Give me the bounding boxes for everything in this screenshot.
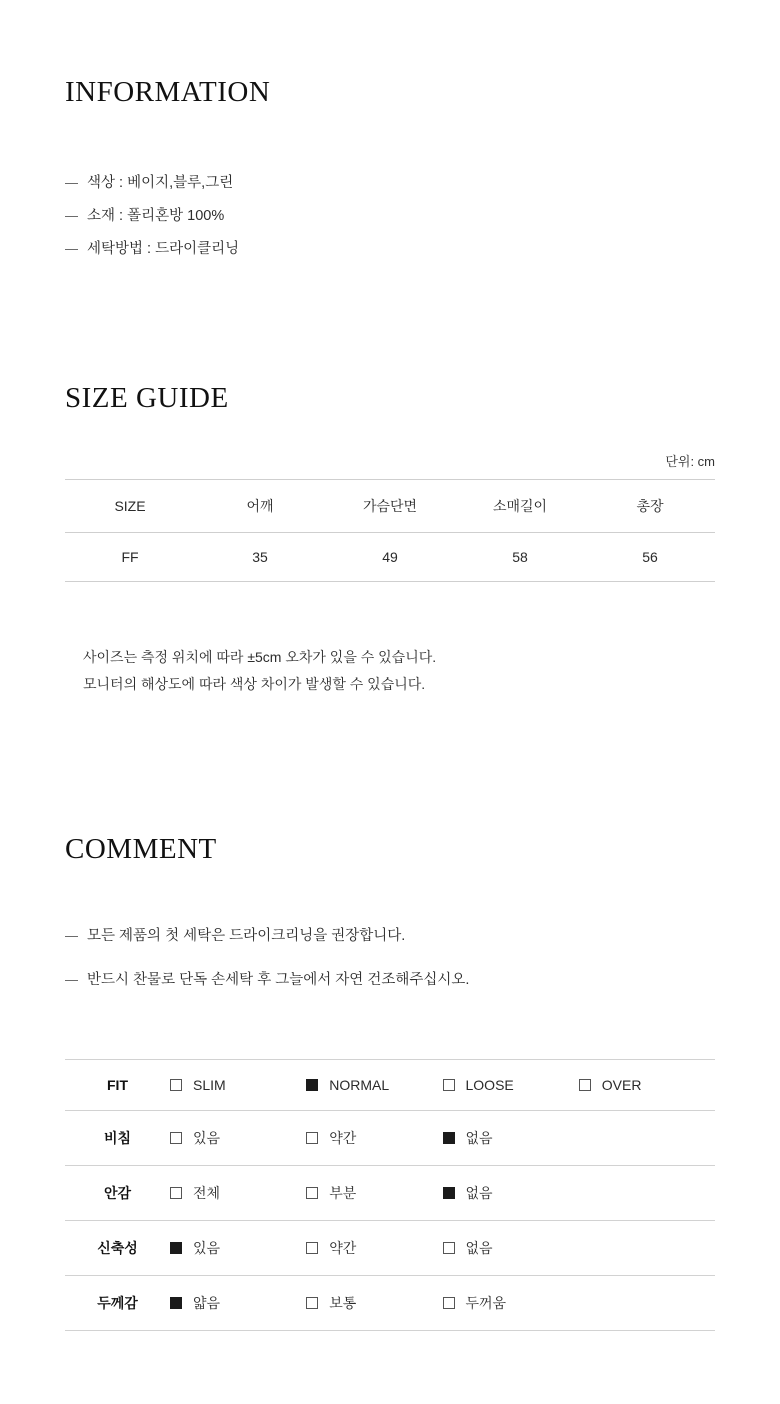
option-label: NORMAL	[329, 1076, 390, 1093]
option-label: 부분	[329, 1184, 357, 1201]
size-note-line: 모니터의 해상도에 따라 색상 차이가 발생할 수 있습니다.	[83, 676, 426, 693]
option-label: 얇음	[193, 1294, 221, 1311]
option-label: 전체	[193, 1184, 221, 1201]
list-item	[65, 204, 715, 225]
attribute-block	[65, 1059, 715, 1331]
table-row	[65, 1059, 715, 1110]
option-cell	[443, 1275, 579, 1330]
option-cell	[443, 1110, 579, 1165]
list-item	[65, 171, 715, 192]
option-label: 있음	[193, 1239, 221, 1256]
checkbox-icon[interactable]	[170, 1079, 182, 1091]
table-header-row	[65, 480, 715, 533]
checkbox-icon[interactable]	[443, 1297, 455, 1309]
option-cell	[443, 1165, 579, 1220]
option-cell	[579, 1059, 715, 1110]
option-label: LOOSE	[465, 1076, 514, 1093]
column-header: 어깨	[246, 498, 274, 515]
checkbox-icon[interactable]	[170, 1297, 182, 1309]
checkbox-icon[interactable]	[170, 1132, 182, 1144]
option-cell	[306, 1165, 442, 1220]
checkbox-icon[interactable]	[443, 1132, 455, 1144]
size-note-line: 사이즈는 측정 위치에 따라 ±5cm 오차가 있을 수 있습니다.	[83, 649, 437, 666]
dash-bullet-icon: —	[65, 971, 78, 987]
attribute-table	[65, 1059, 715, 1331]
checkbox-icon[interactable]	[306, 1132, 318, 1144]
table-cell: 49	[382, 549, 398, 566]
checkbox-icon[interactable]	[170, 1187, 182, 1199]
option-cell	[170, 1220, 306, 1275]
checkbox-icon[interactable]	[306, 1079, 318, 1091]
checkbox-icon[interactable]	[306, 1242, 318, 1254]
option-cell	[443, 1220, 579, 1275]
option-label: OVER	[601, 1076, 642, 1093]
table-row	[65, 1165, 715, 1220]
option-cell	[306, 1110, 442, 1165]
information-heading: INFORMATION	[65, 76, 271, 109]
row-label: 두께감	[97, 1294, 138, 1311]
comment-item-text: 모든 제품의 첫 세탁은 드라이크리닝을 권장합니다.	[87, 927, 406, 944]
dash-bullet-icon: —	[65, 927, 78, 943]
dash-bullet-icon: —	[65, 175, 78, 191]
option-cell	[170, 1275, 306, 1330]
information-item-text: 소재 : 폴리혼방 100%	[87, 208, 225, 225]
option-label: 약간	[329, 1129, 357, 1146]
column-header: SIZE	[114, 498, 146, 515]
size-guide-block	[65, 451, 715, 699]
checkbox-icon[interactable]	[170, 1242, 182, 1254]
comment-heading: COMMENT	[65, 832, 217, 865]
information-item-text: 색상 : 베이지,블루,그린	[87, 175, 234, 192]
option-label: 있음	[193, 1129, 221, 1146]
option-cell	[170, 1165, 306, 1220]
checkbox-icon[interactable]	[443, 1079, 455, 1091]
option-label: 없음	[465, 1239, 493, 1256]
option-cell-empty	[579, 1110, 715, 1165]
dash-bullet-icon: —	[65, 208, 78, 224]
comment-list	[65, 924, 715, 989]
option-cell	[306, 1059, 442, 1110]
option-cell	[306, 1275, 442, 1330]
list-item	[65, 968, 715, 989]
option-label: 없음	[465, 1129, 493, 1146]
row-label: FIT	[107, 1076, 128, 1093]
option-cell	[443, 1059, 579, 1110]
option-cell	[170, 1110, 306, 1165]
option-label: 약간	[329, 1239, 357, 1256]
checkbox-icon[interactable]	[443, 1242, 455, 1254]
information-list	[65, 171, 715, 258]
option-cell-empty	[579, 1275, 715, 1330]
table-cell: 35	[252, 549, 268, 566]
option-cell-empty	[579, 1165, 715, 1220]
row-label: 비침	[103, 1129, 132, 1146]
information-item-text: 세탁방법 : 드라이클리닝	[87, 241, 240, 258]
table-cell: 56	[642, 549, 658, 566]
row-label: 신축성	[97, 1239, 138, 1256]
dash-bullet-icon: —	[65, 241, 78, 257]
column-header: 총장	[636, 498, 664, 515]
option-cell-empty	[579, 1220, 715, 1275]
table-cell: FF	[121, 549, 139, 566]
option-label: 보통	[329, 1294, 357, 1311]
checkbox-icon[interactable]	[306, 1187, 318, 1199]
table-row	[65, 533, 715, 582]
list-item	[65, 924, 715, 945]
column-header: 가슴단면	[362, 498, 418, 515]
table-row	[65, 1220, 715, 1275]
comment-item-text: 반드시 찬물로 단독 손세탁 후 그늘에서 자연 건조해주십시오.	[87, 971, 470, 988]
product-detail-page	[0, 24, 780, 1404]
checkbox-icon[interactable]	[579, 1079, 591, 1091]
size-unit-label: 단위: cm	[665, 454, 715, 470]
column-header: 소매길이	[492, 498, 548, 515]
size-guide-heading: SIZE GUIDE	[65, 382, 229, 415]
option-label: 두꺼움	[465, 1294, 507, 1311]
row-label: 안감	[103, 1184, 132, 1201]
size-table	[65, 479, 715, 582]
option-label: 없음	[465, 1184, 493, 1201]
table-cell: 58	[512, 549, 528, 566]
option-cell	[170, 1059, 306, 1110]
size-notes	[65, 644, 715, 699]
option-cell	[306, 1220, 442, 1275]
table-row	[65, 1110, 715, 1165]
checkbox-icon[interactable]	[443, 1187, 455, 1199]
list-item	[65, 237, 715, 258]
table-row	[65, 1275, 715, 1330]
option-label: SLIM	[193, 1076, 226, 1093]
checkbox-icon[interactable]	[306, 1297, 318, 1309]
